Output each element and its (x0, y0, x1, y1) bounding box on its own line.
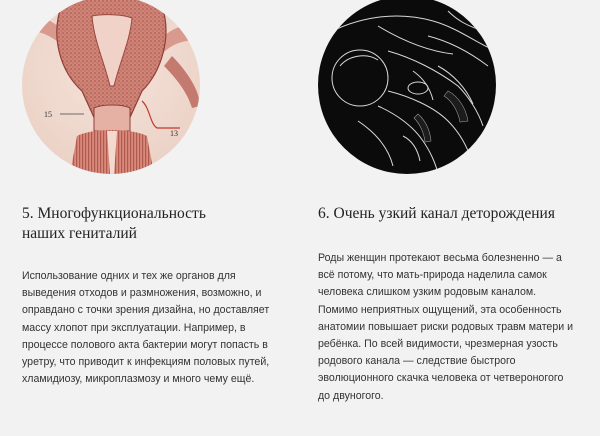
label-15: 15 (44, 110, 52, 119)
label-13: 13 (170, 129, 178, 138)
item-title (318, 204, 598, 224)
item-title (22, 204, 282, 244)
anatomy-illustration (22, 0, 200, 174)
item-body: Роды женщин протекают весьма болезненно — а всё потому, что мать-природа наделила самок человека слишком узким родовым каналом. Помимо неприятных ощущений, эта особенность анатомии повышает риски родовых травм матери и ребёнка. По всей видимости, чрезмерная узость родового канала — следствие быстрого эволюционного скачка человека от четвероногого до двуногого. (318, 252, 573, 402)
item-body: Использование одних и тех же органов для выведения отходов и размножения, возможно, и оправдано с точки зрения дизайна, но доставляет массу хлопот при эксплуатации. Например, в процессе полового акта бактерии могут попасть в уретру, что приводит к инфекциям половых путей, хламидиозу, микроплазмозу и много чему ещё. (22, 270, 270, 386)
item-title-line2: наших гениталий (22, 225, 137, 242)
item-title-line1: 5. Многофункциональность (22, 205, 206, 222)
item-card-6 (300, 0, 600, 436)
birth-canal-illustration (318, 0, 496, 174)
item-title-line1: 6. Очень узкий канал деторождения (318, 205, 555, 222)
